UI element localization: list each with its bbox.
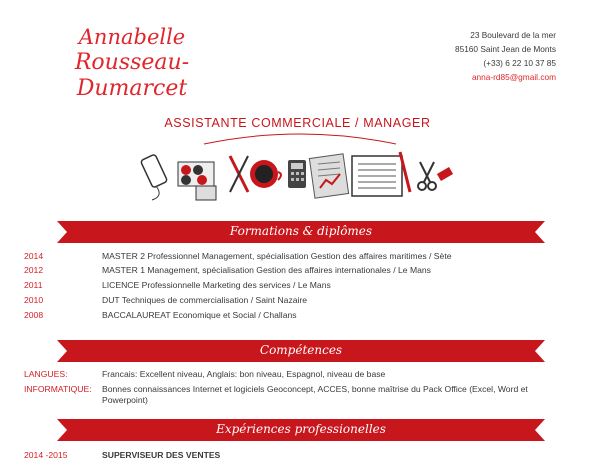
formation-text: BACCALAUREAT Economique et Social / Challans <box>102 310 297 320</box>
phone-icon <box>140 154 167 200</box>
formation-row <box>0 295 595 309</box>
phone-number: (+33) 6 22 10 37 85 <box>483 58 556 68</box>
formation-year: 2010 <box>24 295 44 305</box>
scissors-icon <box>418 162 436 190</box>
section-title-experiences: Expériences professionelles <box>216 422 386 436</box>
section-title-formations: Formations & diplômes <box>229 224 373 238</box>
name-last: Rousseau-Dumarcet <box>74 50 190 101</box>
section-title-competences: Compétences <box>259 343 343 357</box>
formation-row <box>0 310 595 324</box>
coffee-mug-icon <box>250 160 281 188</box>
formation-text: MASTER 1 Management, spécialisation Gestion des affaires internationales / Le Mans <box>102 265 431 275</box>
address-line-2: 85160 Saint Jean de Monts <box>454 44 556 54</box>
competence-row <box>0 384 595 408</box>
address-line-1: 23 Boulevard de la mer <box>470 30 556 40</box>
competence-text: Francais: Excellent niveau, Anglais: bon niveau, Espagnol, niveau de base <box>102 369 386 379</box>
competence-label: INFORMATIQUE: <box>24 384 92 394</box>
title-arc-decoration <box>200 130 400 148</box>
name-first: Annabelle <box>78 25 186 49</box>
office-illustration <box>140 148 460 206</box>
formation-year: 2012 <box>24 265 44 275</box>
experience-period: 2014 -2015 <box>24 450 68 460</box>
formation-text: DUT Techniques de commercialisation / Saint Nazaire <box>102 295 308 305</box>
section-banner-competences <box>57 340 545 362</box>
calendar-icon <box>196 186 216 200</box>
competence-row <box>0 369 595 383</box>
formation-year: 2008 <box>24 310 44 320</box>
formation-text: LICENCE Professionnelle Marketing des services / Le Mans <box>102 280 331 290</box>
formation-year: 2014 <box>24 251 44 261</box>
newspaper-icon <box>309 154 348 198</box>
formation-text: MASTER 2 Professionnel Management, spécialisation Gestion des affaires maritimes / Sète <box>102 251 452 261</box>
formation-year: 2011 <box>24 280 43 290</box>
contact-block <box>455 28 556 84</box>
section-banner-experiences <box>57 419 545 441</box>
job-title: ASSISTANTE COMMERCIALE / MANAGER <box>164 116 431 130</box>
pen-icon <box>230 156 248 192</box>
usb-icon <box>437 167 453 181</box>
experience-row <box>0 450 595 464</box>
calculator-icon <box>288 160 306 188</box>
formation-row <box>0 251 595 265</box>
formation-row <box>0 265 595 279</box>
section-banner-formations <box>57 221 545 243</box>
cup-icon <box>178 162 214 186</box>
notebook-icon <box>352 152 410 196</box>
experience-title: SUPERVISEUR DES VENTES <box>102 450 221 460</box>
email-link[interactable]: anna-rd85@gmail.com <box>471 72 556 82</box>
competence-label: LANGUES: <box>24 369 68 379</box>
competence-text: Bonnes connaissances Internet et logiciels Geoconcept, ACCES, bonne maîtrise du Pack Office (Excel, Word et Powerpoint) <box>102 384 528 405</box>
formation-row <box>0 280 595 294</box>
candidate-name <box>22 24 242 102</box>
